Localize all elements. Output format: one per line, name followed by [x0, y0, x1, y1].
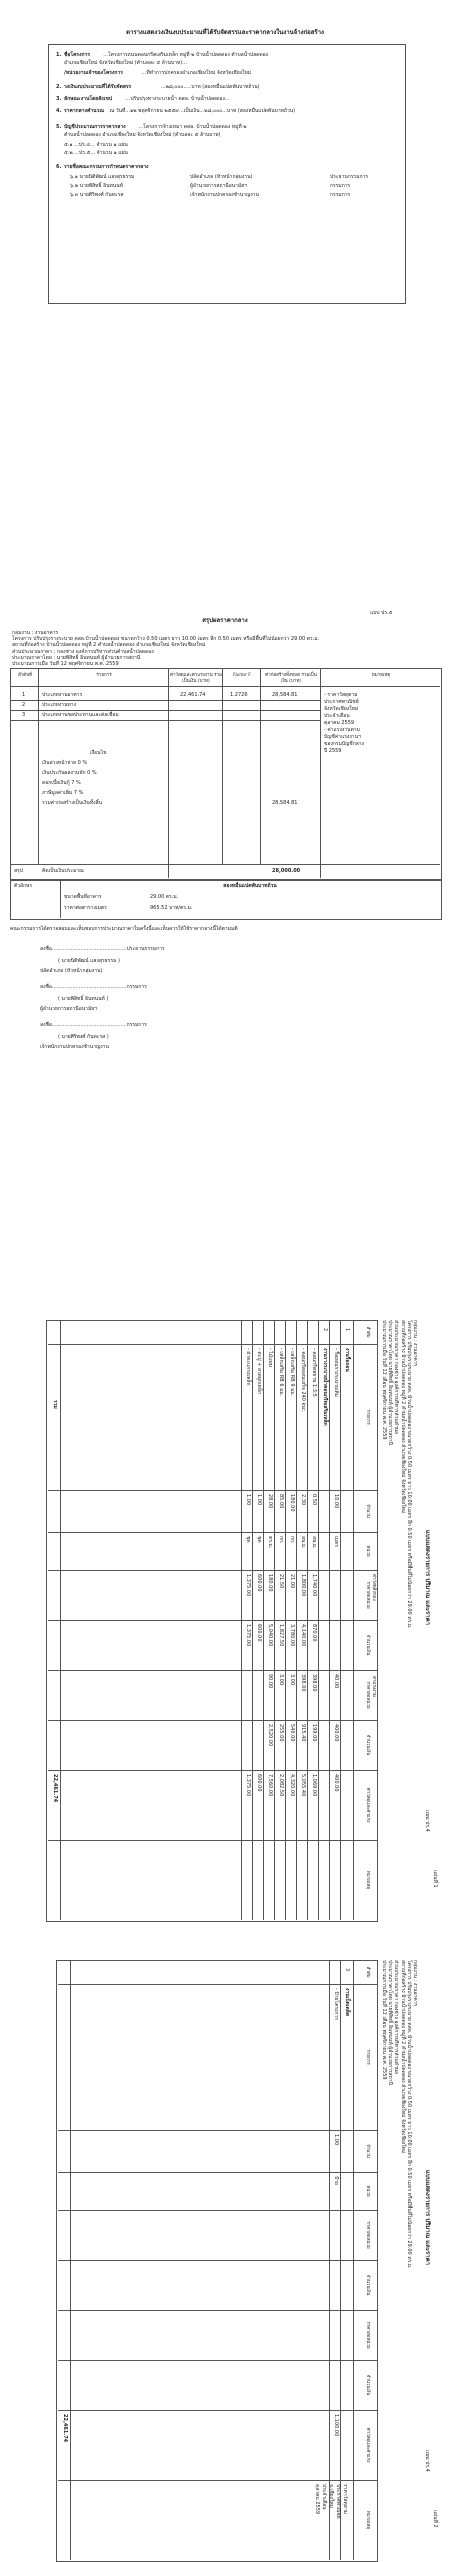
page-1: [0, 0, 450, 340]
table-hline: [307, 1320, 308, 1920]
summary-label: สรุป: [14, 868, 23, 874]
form-title: แบบแสดงรายการ ปริมาณ และราคา: [424, 2170, 431, 2266]
meta-line: สถานที่ก่อสร้าง บ้านน้ำปลดดอง หมู่ที่ 2 ตำบลน้ำปลดดอง อำเภอเชียงใหม่ จังหวัดเชียงใหม่: [399, 1320, 406, 1514]
signature-name: ( นายศิริพงศ์ กันทะรส ): [58, 1034, 109, 1040]
row-mp: 1,740.00: [311, 1574, 317, 1597]
table-hline: [318, 1320, 319, 1920]
item-text: ...๒๘,๐๐๐.....บาท (สองหมื่นแปดพันบาทถ้วน): [160, 84, 260, 90]
words-value: สองหมื่นแปดพันบาทถ้วน: [223, 883, 277, 889]
condition-line: ดอกเบี้ยเงินกู้ 7 %: [42, 780, 81, 786]
meta-line: โครงการ ปรับปรุงรางระบาย คสล. บ้านน้ำปลดดอง ขนาดกว้าง 0.50 เมตร ยาว 10.00 เมตร ลึก 0.50 เมตร หรือมีพื้นที่ไม่น้อยกว่า 29.00 ตร.ม.: [405, 1320, 412, 1629]
item-text: ๕.๒ ...ปร.๕... จำนวน ๑ แผ่น: [64, 150, 128, 156]
table-header: ราคาต่อหน่วย: [365, 2321, 370, 2349]
row-unit: ป้าย: [333, 2176, 339, 2185]
row-lp: 398.00: [300, 1674, 306, 1692]
table-vline: [58, 2210, 378, 2211]
item-number: 3.: [56, 96, 62, 102]
table-header: รายการ: [96, 673, 112, 678]
row-ma: 870.00: [311, 1624, 317, 1642]
item-text: ...ปรับปรุงทางระบายน้ำ คสล. บ้านน้ำปลดดอง...: [125, 96, 230, 102]
item-label: ชื่อโครงการ: [64, 52, 91, 58]
row-item: งานเบ็ดเตล็ด: [344, 1988, 350, 2017]
row-lp: 90.00: [267, 1674, 273, 1689]
row-ma: 5,040.00: [267, 1624, 273, 1647]
row-ma: 600.00: [256, 1624, 262, 1642]
meta-line: ประมาณราคาโดย นายพิสิทธิ์ อินทนนท์ ผู้อำนวยการสถานี: [387, 1960, 394, 2085]
total-value: 22,461.74: [62, 2414, 68, 2443]
total-value: 22,461.74: [52, 1774, 58, 1803]
row-total: 28,584.81: [272, 692, 298, 698]
row-item: - ไม้แบบ: [267, 1348, 273, 1367]
row-qty: 1.00: [245, 1494, 251, 1506]
signature-line: ลงชื่อ...............................................ประธานกรรมการ: [40, 946, 165, 952]
row-item: งานรางระบายน้ำคอนกรีตเสริมเหล็ก: [322, 1348, 328, 1426]
table-hline: [252, 1320, 253, 1920]
area-label: ขนาดพื้นที่อาคาร: [64, 894, 102, 900]
table-header: ลำดับ: [365, 1966, 370, 1978]
table-hline: [296, 1320, 297, 1920]
item-text: ...โครงการจ้างเหมา คสล. บ้านน้ำปลดดอง หมู่ที่ ๒: [138, 124, 247, 130]
meta-line: กลุ่มงาน : งานอาคาร: [412, 1960, 418, 2007]
item-text: ๕.๑ ...ปร.๔... จำนวน ๑ แผ่น: [64, 142, 128, 148]
table-vline: [58, 1984, 378, 1985]
table-hline: [353, 1960, 354, 2560]
table-header: หน่วย: [365, 1545, 370, 1557]
table-hline: [329, 1320, 330, 1920]
form-code: แบบ ปร.4: [424, 2450, 430, 2472]
page-title: ตารางแสดงวงเงินงบประมาณที่ได้รับจัดสรรและราคากลางในงานจ้างก่อสร้าง: [126, 29, 324, 36]
row-tot: 4,320.00: [289, 1774, 295, 1797]
row-la: 915.40: [300, 1724, 306, 1742]
row-la: 199.00: [311, 1724, 317, 1742]
row-tot: 400.00: [333, 1774, 339, 1792]
row-unit: ตร.ม.: [267, 1536, 273, 1549]
table-header: หมายเหตุ: [365, 1870, 370, 1890]
table-header: หมายเหตุ: [371, 673, 391, 678]
committee-note: คณะกรรมการได้ตรวจสอบและเห็นชอบการประมาณราคาในครั้งนี้และเห็นควรให้ใช้ราคากลางนี้ได้ตามมติ: [10, 926, 238, 932]
row-number: 2: [22, 702, 26, 708]
table-hline: [274, 1320, 275, 1920]
item-text: ...โครงการถนนคอนกรีตเสริมเหล็ก หมู่ที่ ๒ บ้านน้ำปลดดอง ตำบลน้ำปลดดอง: [103, 52, 269, 58]
row-number: 1: [22, 692, 26, 698]
row-mp: 180.00: [267, 1574, 273, 1592]
meta-line: ส่วนประมาณราคา กองช่าง องค์การบริหารส่วนตำบล: [393, 1960, 400, 2075]
area-value: 29.00 ตร.ม.: [150, 894, 179, 900]
row-unit: ชุด: [256, 1536, 262, 1543]
row-lp: 40.00: [333, 1674, 339, 1689]
item-number: 4.: [56, 108, 62, 114]
item-number: 5.: [56, 124, 62, 130]
remark-line: ประจำเดือน: [324, 713, 350, 719]
row-tot: 1,100.00: [333, 2414, 339, 2437]
item-label: บัญชีประมาณการราคากลาง: [64, 124, 126, 130]
table-vline: [58, 2360, 378, 2361]
row-ma: 4,140.00: [300, 1624, 306, 1647]
remark-line: ประกาศพาณิชย์: [335, 2484, 341, 2519]
condition-line: ภาษีมูลค่าเพิ่ม 7 %: [42, 790, 84, 796]
condition-line: เงินประกันผลงานหัก 0 %: [42, 770, 97, 776]
table-header: หมายเหตุ: [365, 2510, 370, 2530]
words-label: ตัวอักษร: [14, 883, 33, 889]
page-title: สรุปผลราคากลาง: [202, 617, 248, 624]
meta-line: ประมาณการเมื่อ วันที่ 12 พฤศจิกายน พ.ศ. 2559: [12, 661, 119, 667]
table-hline: [70, 1960, 71, 2560]
form-code: แบบ ปร.๕: [370, 610, 393, 616]
committee-name: ๖.๑ นายนิติพัฒน์ แสงสุรธรรม: [70, 174, 135, 180]
row-lp: 3.00: [289, 1674, 295, 1686]
table-header: ค่าวัสดุและค่าแรง: [365, 2427, 370, 2463]
row-tot: 7,560.00: [267, 1774, 273, 1797]
row-qty: 28.00: [267, 1494, 273, 1509]
row-tot: 2,082.50: [278, 1774, 284, 1797]
signature-role: ปลัดอำเภอ (หัวหน้ากลุ่มงาน): [40, 968, 103, 974]
remark-line: จ.เชียงใหม่: [328, 2484, 334, 2509]
table-header: ลำดับ: [365, 1326, 370, 1338]
committee-role: ผู้อำนวยการสถานีอนามัยฯ: [190, 183, 247, 189]
remark-line: จังหวัดเชียงใหม่: [324, 706, 359, 712]
row-item: - รื้อถอนรางระบายเดิม: [333, 1348, 339, 1397]
meta-line: สถานที่ก่อสร้าง บ้านน้ำปลดดอง หมู่ที่ 2 ตำบลน้ำปลดดอง อำเภอเชียงใหม่ จังหวัดเชียงใหม่: [12, 642, 206, 649]
summary-text: คิดเป็นเงินประมาณ: [42, 868, 84, 874]
table-vline: [58, 2172, 378, 2173]
row-qty: 85.00: [278, 1494, 284, 1509]
remark-line: ประจำเดือน: [321, 2484, 327, 2510]
row-la: 400.00: [333, 1724, 339, 1742]
table-vline: [58, 2480, 378, 2481]
row-la: 255.00: [278, 1724, 284, 1742]
committee-duty: ประธานกรรมการ: [330, 174, 369, 180]
unit-price-value: 965.52 บาท/ตร.ม.: [150, 905, 193, 911]
condition-line: รวมค่าก่อสร้างเป็นเงินทั้งสิ้น: [42, 800, 103, 806]
row-unit: ลบ.ม.: [300, 1536, 306, 1549]
committee-name: ๖.๒ นายพิสิทธิ์ อินทนนท์: [70, 183, 123, 189]
committee-role: ปลัดอำเภอ (หัวหน้ากลุ่มงาน): [190, 174, 253, 180]
table-vline: [58, 2410, 378, 2411]
conditions-total: 28,584.81: [272, 800, 298, 806]
signature-role: ผู้อำนวยการสถานีอนามัยฯ: [40, 1006, 97, 1012]
meta-line: ส่วนประมาณราคา : กองช่าง องค์การบริหารส่วนตำบลน้ำปลดดอง: [12, 648, 154, 655]
signature-name: ( นายนิติพัฒน์ แสงสุรธรรม ): [58, 958, 120, 964]
table-hline: [353, 1320, 354, 1920]
table-header: ลำดับที่: [17, 673, 33, 678]
row-factor: 1.2726: [230, 692, 248, 698]
row-item: ประเภทงานชลประทานและต่อเชื่อม: [42, 712, 119, 718]
condition-line: เงื่อนไข: [90, 750, 107, 756]
item-number: 2.: [56, 84, 62, 90]
row-qty: 2.30: [300, 1494, 306, 1506]
remark-line: ปี 2559: [324, 748, 342, 754]
meta-line: โครงการ ปรับปรุงรางระบาย คสล.บ้านน้ำปลดดอง ขนาดกว้าง 0.50 เมตร ยาว 10.00 เมตร ลึก 0.50 เมตร หรือมีพื้นที่ไม่น้อยกว่า 29.00 ตร.ม.: [12, 636, 320, 643]
row-item: - ป้ายโครงการ: [333, 1988, 339, 2020]
remark-line: ตุลาคม 2559: [324, 720, 355, 726]
table-hline: [10, 700, 320, 701]
committee-name: ๖.๓ นายศิริพงศ์ กันทะรส: [70, 192, 124, 198]
row-qty: 1.00: [256, 1494, 262, 1506]
row-item: งานรื้อถอน: [344, 1348, 350, 1372]
page-4: [0, 1940, 450, 2546]
signature-role: เจ้าพนักงานปกครองชำนาญงาน: [40, 1044, 109, 1050]
row-unit: ลบ.ม.: [311, 1536, 317, 1549]
table-vline: [58, 2310, 378, 2311]
row-la: 540.00: [289, 1724, 295, 1742]
item-label: /หน่วยงานเจ้าของโครงการ: [64, 70, 123, 76]
remark-line: ของกรมบัญชีกลาง: [324, 741, 365, 747]
row-mp: 600.00: [256, 1574, 262, 1592]
page-number: แผ่นที่ 1: [432, 1870, 438, 1888]
row-tot: 1,375.00: [245, 1774, 251, 1797]
table-hline: [241, 1320, 242, 1920]
table-hline: [340, 1960, 341, 2560]
table-hline: [285, 1320, 286, 1920]
row-la: 2,520.00: [267, 1724, 273, 1747]
condition-line: เงินล่วงหน้าจ่าย 0 %: [42, 760, 88, 766]
item-text: ณ วันที่...๑๒ พฤศจิกายน ๒๕๕๙...เป็นเงิน...๒๘,๐๐๐...บาท (สองหมื่นแปดพันบาทถ้วน): [109, 108, 296, 114]
row-unit: กก.: [289, 1536, 295, 1544]
table-hline: [60, 1320, 61, 1920]
table-header: รายการ: [365, 1409, 370, 1425]
row-mp: 21.00: [289, 1574, 295, 1589]
row-item: ประเภทงานทาง: [42, 702, 77, 708]
committee-role: เจ้าพนักงานปกครองชำนาญงาน: [190, 192, 259, 198]
table-header: จำนวนเงิน: [365, 1634, 370, 1656]
table-header: รายการ: [365, 2049, 370, 2065]
row-lp: 398.00: [311, 1674, 317, 1692]
row-mp: 1,800.00: [300, 1574, 306, 1597]
item-label: วงเงินงบประมาณที่ได้รับจัดสรร: [64, 84, 132, 90]
row-mp: 21.50: [278, 1574, 284, 1589]
item-text: อำเภอเชียงใหม่ จังหวัดเชียงใหม่ (ตำบลละ ๕ ล้านบาท)...: [64, 60, 187, 66]
table-header: จำนวนเงิน: [365, 1734, 370, 1756]
form-title: แบบแสดงรายการ ปริมาณ และราคา: [424, 1530, 431, 1626]
row-item: - ฝาตะแกรงเหล็ก: [245, 1348, 251, 1386]
table-header: จำนวน: [365, 1504, 370, 1518]
remark-line: ประกาศพาณิชย์: [324, 699, 359, 705]
unit-price-label: ราคาต่อตารางเมตร: [64, 905, 107, 911]
row-item: - คอนกรีตหยาบ 1:3:5: [311, 1348, 317, 1397]
row-lp: 3.00: [278, 1674, 284, 1686]
remark-line: ราคาวัสดุตาม: [342, 2484, 348, 2515]
table-hline: [10, 720, 320, 721]
table-hline: [263, 1320, 264, 1920]
signature-name: ( นายพิสิทธิ์ อินทนนท์ ): [58, 996, 109, 1002]
group-header: ค่าแรงงาน: [371, 1676, 376, 1697]
row-item: - คอนกรีตผสมเสร็จ 240 ksc.: [300, 1348, 306, 1413]
table-header: จำนวนเงิน: [365, 2274, 370, 2296]
page-3: [0, 1300, 450, 1940]
table-header: ค่าก่อสร้างทั้งหมด รวมเป็นเงิน (บาท): [265, 673, 317, 684]
meta-line: สถานที่ก่อสร้าง บ้านน้ำปลดดอง หมู่ที่ 2 ตำบลน้ำปลดดอง อำเภอเชียงใหม่ จังหวัดเชียงใหม่: [399, 1960, 406, 2154]
table-header: จำนวนเงิน: [365, 2374, 370, 2396]
table-vline: [58, 2130, 378, 2131]
signature-line: ลงชื่อ...............................................กรรมการ: [40, 1022, 147, 1028]
row-ma: 1,827.50: [278, 1624, 284, 1647]
remark-line: - ราคาวัสดุตาม: [324, 692, 358, 698]
table-header: จำนวน: [365, 2144, 370, 2158]
row-cost: 22,461.74: [180, 692, 206, 698]
row-item: - เหล็กเสริม RB 9 มม.: [289, 1348, 295, 1397]
table-header: ค่าวัสดุและค่าแรงงาน รวมเป็นเงิน (บาท): [170, 673, 223, 684]
form-code: แบบ ปร.4: [424, 1810, 430, 1832]
table-header: ค่าวัสดุและค่าแรง: [365, 1787, 370, 1823]
row-mp: 1,375.00: [245, 1574, 251, 1597]
row-qty: 180.00: [289, 1494, 295, 1512]
row-qty: 0.50: [311, 1494, 317, 1506]
table-vline: [58, 2260, 378, 2261]
total-label: รวม: [52, 1400, 58, 1409]
meta-line: ประมาณราคาโดย นายพิสิทธิ์ อินทนนท์ ผู้อำนวยการสถานี: [387, 1320, 394, 1445]
row-number: 3: [344, 1968, 350, 1972]
item-text: ...ที่ทำการปกครองอำเภอเชียงใหม่ จังหวัดเชียงใหม่: [141, 70, 252, 76]
meta-line: ประมาณการเมื่อ วันที่ 12 เดือน พฤศจิกายน พ.ศ. 2559: [381, 1960, 387, 2080]
remark-line: บัญชีค่าแรงงานฯ: [324, 734, 361, 740]
meta-line: กลุ่มงาน : งานอาคาร: [12, 630, 59, 636]
table-header: ราคาต่อหน่วย: [365, 2221, 370, 2249]
row-qty: 1.00: [333, 2134, 339, 2146]
row-item: ประเภทงานอาคาร: [42, 692, 83, 698]
table-hline: [10, 710, 320, 711]
item-label: ลักษณะงานโดยสังเขป: [64, 96, 113, 102]
remark-line: ตุลาคม 2559: [314, 2484, 320, 2515]
row-ma: 1,375.00: [245, 1624, 251, 1647]
table-hline: [340, 1320, 341, 1920]
committee-duty: กรรมการ: [330, 183, 351, 189]
meta-line: กลุ่มงาน : งานอาคาร: [412, 1320, 418, 1367]
meta-line: ประมาณการเมื่อ วันที่ 12 เดือน พฤศจิกายน พ.ศ. 2559: [381, 1320, 387, 1440]
row-tot: 5,055.40: [300, 1774, 306, 1797]
table-header: หน่วย: [365, 2185, 370, 2197]
item-number: 1.: [56, 52, 62, 58]
committee-duty: กรรมการ: [330, 192, 351, 198]
table-hline: [329, 1960, 330, 2560]
page-2: [0, 610, 450, 1270]
row-unit: กก.: [278, 1536, 284, 1544]
row-tot: 600.00: [256, 1774, 262, 1792]
item-label: ราคากลางคำนวณ: [64, 108, 105, 114]
row-item: - เหล็กเสริม RB 6 มม.: [278, 1348, 284, 1397]
group-header: ค่าวัสดุสิ่งของ: [371, 1574, 376, 1601]
item-text: ตำบลน้ำปลดดอง อำเภอเชียงใหม่ จังหวัดเชียงใหม่ (ตำบลละ ๕ ล้านบาท): [64, 132, 221, 138]
row-qty: 10.00: [333, 1494, 339, 1509]
signature-line: ลงชื่อ...............................................กรรมการ: [40, 984, 147, 990]
table-header: ราคาต่อหน่วย: [365, 1581, 370, 1609]
item-number: 6.: [56, 164, 62, 170]
row-unit: เมตร: [333, 1536, 339, 1547]
page-number: แผ่นที่ 2: [432, 2510, 438, 2528]
remark-line: - ค่าแรงงานตาม: [324, 727, 360, 733]
item-label: รายชื่อคณะกรรมการกำหนดราคากลาง: [64, 164, 149, 170]
table-header: Factor F: [233, 673, 251, 678]
table-header: ราคาต่อหน่วย: [365, 1681, 370, 1709]
row-tot: 1,069.00: [311, 1774, 317, 1797]
row-number: 3: [22, 712, 26, 718]
meta-line: ประมาณราคาโดย : นายพิสิทธิ์ อินทนนท์ ผู้อำนวยการสถานี: [12, 654, 141, 661]
meta-line: โครงการ ปรับปรุงรางระบาย คสล. บ้านน้ำปลดดอง ขนาดกว้าง 0.50 เมตร ยาว 10.00 เมตร ลึก 0.50 เมตร หรือมีพื้นที่ไม่น้อยกว่า 29.00 ตร.ม.: [405, 1960, 412, 2269]
meta-line: ส่วนประมาณราคา กองช่าง องค์การบริหารส่วนตำบล: [393, 1320, 400, 1435]
row-number: 1: [344, 1328, 350, 1332]
row-unit: ชุด: [245, 1536, 251, 1543]
row-ma: 3,780.00: [289, 1624, 295, 1647]
row-number: 2: [322, 1328, 328, 1332]
summary-amount: 28,000.00: [272, 868, 301, 874]
row-item: - ตะปู + ลวดผูกเหล็ก: [256, 1348, 262, 1395]
